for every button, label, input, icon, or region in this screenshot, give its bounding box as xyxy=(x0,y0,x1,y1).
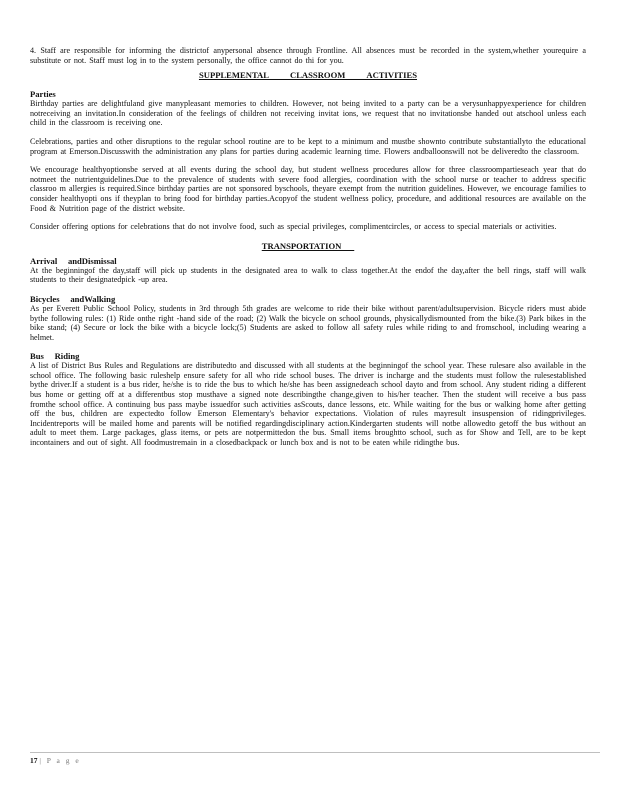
arrival-paragraph: At the beginningof the day,staff will pick up students in the designated area to walk to class together.At the endof the day,after the bell rings, staff will walk students to their designatedpick -up area. xyxy=(30,265,586,285)
parties-paragraph-1: Birthday parties are delightfuland give manypleasant memories to children. However, not being invited to a party can be a verysunhappyexperience for children notreceiving an invitation.In consideration of the feelings of children not receiving invitat ions, we request that no invitationsbe handed out atschool unless each child in the classroom is receiving one. xyxy=(30,99,586,128)
transportation-heading xyxy=(30,241,586,251)
page-number: 17 xyxy=(30,756,38,765)
supplemental-heading xyxy=(30,70,586,80)
page-footer xyxy=(30,752,600,765)
bus-heading: Bus Riding xyxy=(30,351,80,362)
bicycles-heading: Bicycles andWalking xyxy=(30,293,116,304)
bicycles-paragraph: As per Everett Public School Policy, students in 3rd through 5th grades are welcome to ride their bike without parent/adultsupervision. Bicycle riders must abide bythe following rules: (1) Ride onthe right -hand side of the road; (2) Walk the bicycle on school grounds, physicallydismounted from the bike.(3) Park bikes in the bike stand; (4) Secure or lock the bike with a bicycle lock;(5) Students are asked to follow all safety rules while riding to and fromschool, including wearing a helmet. xyxy=(30,303,586,342)
parties-heading: Parties xyxy=(30,89,56,100)
arrival-heading: Arrival andDismissal xyxy=(30,255,117,266)
parties-paragraph-4: Consider offering options for celebrations that do not involve food, such as special privileges, complimentcircles, or access to special materials or activities. xyxy=(30,222,557,232)
parties-paragraph-3: We encourage healthyoptionsbe served at all events during the school day, but student wellness procedures allow for three classroompartieseach year that do notmeet the nutrientguidelines.Due to the prevalence of students with severe food allergies, coordination with the school nurse or teacher to address specific classroo m allergies is required.Since birthday parties are not sponsored byschools, theyare exempt from the nutrition guidelines. However, we encourage families to consider healthyopti ons if theyplan to bring food for birthday parties.Acopyof the student wellness policy, procedure, and additional resources are available on the Food & Nutrition page of the district website. xyxy=(30,165,586,213)
bus-paragraph: A list of District Bus Rules and Regulations are distributedto and discussed with all students at the beginningof the school year. These rulesare also available in the school office. The following basic ruleshelp ensure safety for all who ride school buses. The driver is incharge and the students must follow the rulesestablished bythe driver.If a student is a bus rider, he/she is to ride the bus to which he/she has been assignedeach school dayto and from school. Any student riding a different bus home or getting off at a differentbus stop musthave a signed note describingthe change,given to his/her teacher. Then the student will receive a bus pass fromthe school office. A continuing bus pass maybe issuedfor such activities asScouts, dance lessons, etc. While waiting for the bus or walking home after getting off the bus, children are expectedto follow Emerson Elementary's behavior expectations. Violation of rules mayresult insuspension of ridingprivileges. Incidentreports will be mailed home and parents will be notified regardingdisciplinary action.Kindergarten students will notbe allowedto getoff the bus without an adult to meet them. Large packages, glass items, or pets are notpermittedon the bus. Small items broughtto school, such as for Show and Tell, are to be kept incontainers and out of sight. All foodmustremain in a closedbackpack or lunch box and is not to be eaten while ridingthe bus. xyxy=(30,361,586,448)
supplemental-title: SUPPLEMENTAL CLASSROOM ACTIVITIES xyxy=(198,70,418,81)
transportation-title: TRANSPORTATION xyxy=(261,240,355,251)
staff-absence-paragraph: 4. Staff are responsible for informing the districtof anypersonal absence through Frontline. All absences must be recorded in the system,whether yourequire a substitute or not. Staff must log in to the system personally, the office cannot do thi for you. xyxy=(30,46,586,65)
page-label: | P a g e xyxy=(39,756,81,765)
parties-paragraph-2: Celebrations, parties and other disruptions to the regular school routine are to be kept to a minimum and mustbe shownto contribute substantiallyto the educational program at Emerson.Discusswith the administration any plans for parties during academic learning time. Flowers andballoonswill not be deliveredto the classroom. xyxy=(30,136,586,156)
document-page xyxy=(30,46,586,448)
